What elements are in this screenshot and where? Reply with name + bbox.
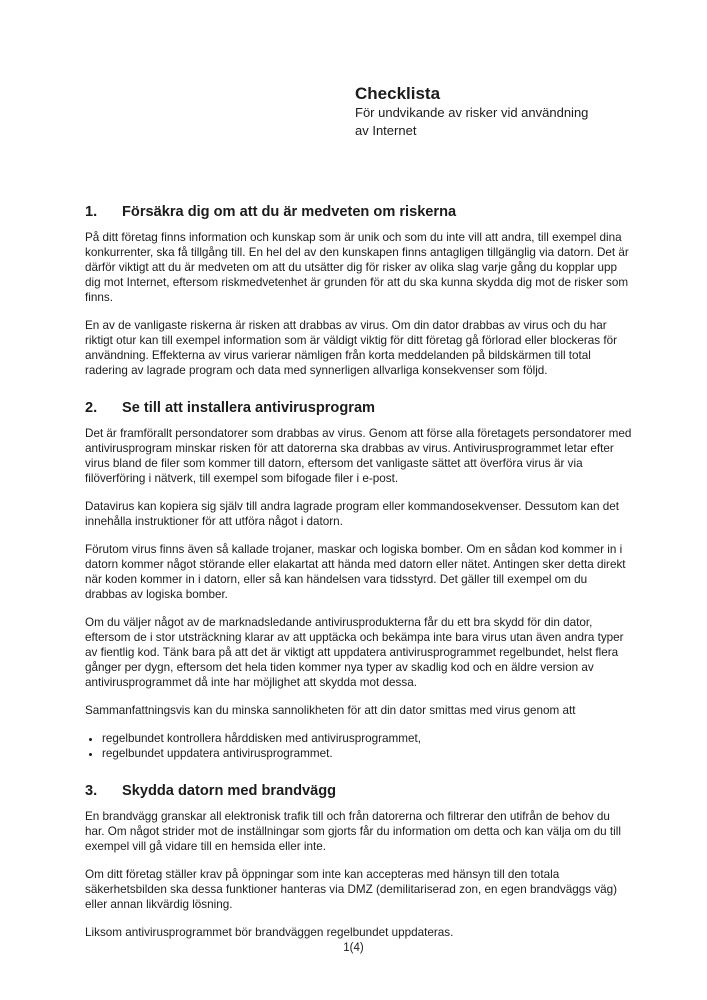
section-1-risk-awareness <box>85 203 632 378</box>
section-1-heading-text: Försäkra dig om att du är medveten om riskerna <box>122 204 457 220</box>
paragraph: Om ditt företag ställer krav på öppningar som inte kan accepteras med hänsyn till den totala säkerhetsbilden ska dessa funktioner hanteras via DMZ (demilitariserad zon, en egen brandväggs väg) eller annan likvärdig lösning. <box>85 868 618 911</box>
section-1-heading <box>85 203 632 222</box>
paragraph: En av de vanligaste riskerna är risken att drabbas av virus. Om din dator drabbas av virus och du har riktigt otur kan till exempel information som är väldigt viktig för ditt företag gå förlorad eller blockeras för användning. Effekterna av virus varierar nämligen från korta meddelanden på bildskärmen till total radering av lagrade program och data med synnerligen allvarliga konsekvenser som följd. <box>85 319 618 377</box>
paragraph: Förutom virus finns även så kallade trojaner, maskar och logiska bomber. Om en sådan kod kommer in i datorn kommer något störande eller elakartat att hända med datorn eller nätet. Antingen sker detta direkt när koden kommer in i datorn, eller så kan händelsen vara tidsstyrd. Det gäller till exempel om du drabbas av logiska bomber. <box>85 543 626 601</box>
document-subtitle-line-1: För undvikande av risker vid användning <box>355 105 589 120</box>
document-title: Checklista <box>355 84 441 103</box>
section-3-heading <box>85 782 632 801</box>
section-2-antivirus <box>85 399 632 761</box>
document-subtitle-line-2: av Internet <box>355 123 417 138</box>
section-2-heading-text: Se till att installera antivirusprogram <box>122 400 376 416</box>
paragraph-summary: Sammanfattningsvis kan du minska sannolikheten för att din dator smittas med virus genom att <box>85 704 576 717</box>
page-number: 1(4) <box>343 942 364 954</box>
bullet-item: • regelbundet kontrollera hårddisken med antivirusprogrammet, <box>102 731 632 746</box>
paragraph: En brandvägg granskar all elektronisk trafik till och från datorerna och filtrerar den utifrån de behov du har. Om något strider mot de inställningar som gjorts får du information om detta och kan välja om du till exempel vill gå vidare till en hemsida eller inte. <box>85 810 621 853</box>
paragraph: På ditt företag finns information och kunskap som är unik och som du inte vill att andra, till exempel dina konkurrenter, ska få tillgång till. En hel del av den kunskapen finns antagligen tillgänglig via datorn. Det är därför viktigt att du är medveten om att du utsätter dig för risker av olika slag varje gång du kopplar upp dig mot Internet, eftersom riskmedvetenhet är grunden för att du ska kunna skydda dig mot de risker som finns. <box>85 231 629 304</box>
paragraph: Det är framförallt persondatorer som drabbas av virus. Genom att förse alla företagets persondatorer med antivirusprogram minskar risken för att datorerna ska drabbas av virus. Antivirusprogrammet letar efter virus bland de filer som kommer till datorn, eftersom det vanligaste sättet att överföra virus är via filöverföring i nätverk, till exempel som bifogade filer i e-post. <box>85 427 632 485</box>
paragraph: Liksom antivirusprogrammet bör brandväggen regelbundet uppdateras. <box>85 926 454 939</box>
section-3-heading-text: Skydda datorn med brandvägg <box>122 783 337 799</box>
document-body <box>85 197 632 953</box>
document-header <box>355 84 655 140</box>
paragraph: Om du väljer något av de marknadsledande antivirusprodukterna får du ett bra skydd för din dator, eftersom de i stor utsträckning klarar av att upptäcka och bekämpa inte bara virus utan även andra typer av fientlig kod. Tänk bara på att det är viktigt att uppdatera antivirusprogrammet regelbundet, helst flera gånger per dygn, eftersom det hela tiden kommer nya typer av skadlig kod och en äldre version av antivirusprogrammet då inte har möjlighet att skydda mot dessa. <box>85 616 624 689</box>
bullet-list <box>85 731 632 761</box>
section-3-firewall <box>85 782 632 940</box>
section-2-heading <box>85 399 632 418</box>
bullet-item: • regelbundet uppdatera antivirusprogrammet. <box>102 746 632 761</box>
paragraph: Datavirus kan kopiera sig själv till andra lagrade program eller kommandosekvenser. Dessutom kan det innehålla instruktioner för att utföra något i datorn. <box>85 500 619 528</box>
section-3-number: 3. <box>85 783 98 799</box>
section-2-number: 2. <box>85 400 98 416</box>
section-1-number: 1. <box>85 204 98 220</box>
